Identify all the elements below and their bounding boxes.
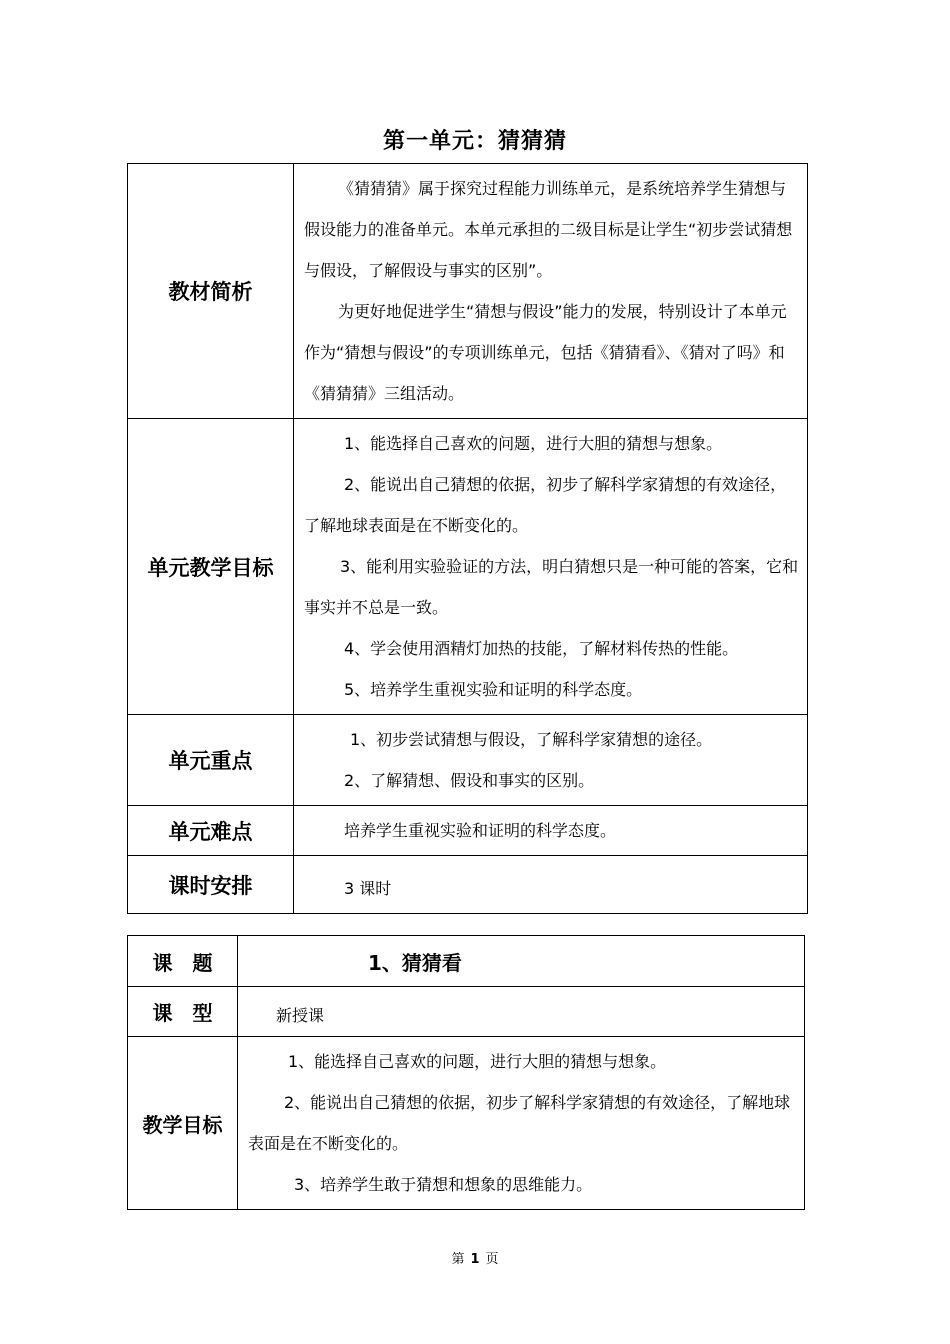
table-row — [128, 419, 808, 715]
goal-item: 5、培养学生重视实验和证明的科学态度。 — [344, 680, 643, 699]
table-row — [128, 936, 805, 987]
footer-prefix: 第 — [451, 1252, 465, 1267]
analysis-paragraph: 《猜猜猜》属于探究过程能力训练单元，是系统培养学生猜想与假设能力的准备单元。本单元承担的二级目标是让学生“初步尝试猜想与假设，了解假设与事实的区别”。 — [304, 179, 793, 280]
keypoint-item: 2、了解猜想、假设和事实的区别。 — [344, 771, 595, 790]
table-row — [128, 856, 808, 914]
goal-item: 2、能说出自己猜想的依据，初步了解科学家猜想的有效途径，了解地球表面是在不断变化的。 — [304, 475, 787, 535]
footer-suffix: 页 — [485, 1252, 499, 1267]
table-row — [128, 164, 808, 419]
lesson-goals-label: 教学目标 — [128, 1037, 238, 1210]
lesson-type: 新授课 — [238, 987, 805, 1037]
lesson-goal-item: 1、能选择自己喜欢的问题，进行大胆的猜想与想象。 — [288, 1052, 667, 1071]
schedule-content — [294, 856, 808, 914]
lesson-goal-item: 2、能说出自己猜想的依据，初步了解科学家猜想的有效途径，了解地球表面是在不断变化的。 — [248, 1093, 791, 1153]
page-footer — [0, 1248, 950, 1267]
table-row — [128, 806, 808, 856]
goal-item: 3、能利用实验验证的方法，明白猜想只是一种可能的答案，它和事实并不总是一致。 — [304, 557, 799, 617]
goal-item: 4、学会使用酒精灯加热的技能，了解材料传热的性能。 — [344, 639, 739, 658]
page-number: 1 — [470, 1252, 480, 1267]
keypoints-label: 单元重点 — [128, 715, 294, 806]
lesson-goal-item: 3、培养学生敢于猜想和想象的思维能力。 — [294, 1175, 593, 1194]
analysis-label: 教材简析 — [128, 164, 294, 419]
table-row — [128, 1037, 805, 1210]
goals-label: 单元教学目标 — [128, 419, 294, 715]
topic-label: 课 题 — [128, 936, 238, 987]
lesson-plan-table — [127, 935, 805, 1210]
schedule-label: 课时安排 — [128, 856, 294, 914]
goal-item: 1、能选择自己喜欢的问题，进行大胆的猜想与想象。 — [344, 434, 723, 453]
difficulty-content — [294, 806, 808, 856]
schedule-text: 3 课时 — [344, 879, 392, 898]
type-label: 课 型 — [128, 987, 238, 1037]
lesson-topic: 1、猜猜看 — [238, 936, 805, 987]
table-row — [128, 987, 805, 1037]
analysis-paragraph: 为更好地促进学生“猜想与假设”能力的发展，特别设计了本单元作为“猜想与假设”的专项训练单元，包括《猜猜看》、《猜对了吗》和《猜猜猜》三组活动。 — [304, 302, 787, 403]
difficulty-text: 培养学生重视实验和证明的科学态度。 — [344, 821, 617, 840]
keypoints-content — [294, 715, 808, 806]
unit-overview-table — [127, 163, 808, 914]
difficulty-label: 单元难点 — [128, 806, 294, 856]
lesson-goals-content — [238, 1037, 805, 1210]
analysis-content — [294, 164, 808, 419]
keypoint-item: 1、初步尝试猜想与假设，了解科学家猜想的途径。 — [350, 730, 713, 749]
goals-content — [294, 419, 808, 715]
page-title: 第一单元：猜猜猜 — [382, 129, 567, 154]
table-row — [128, 715, 808, 806]
